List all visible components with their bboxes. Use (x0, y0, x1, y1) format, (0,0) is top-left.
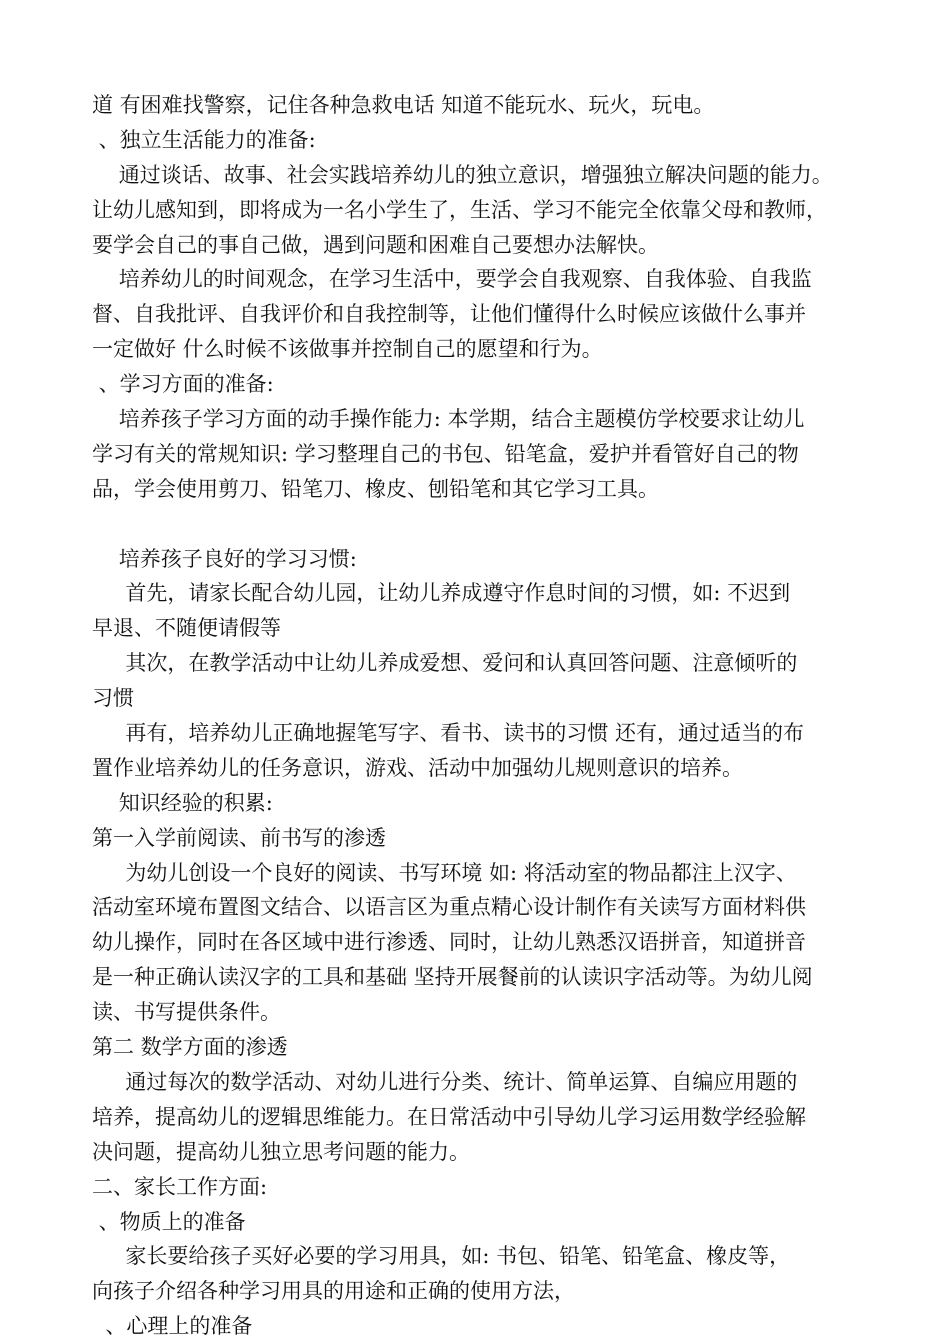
text-line: 首先，请家长配合幼儿园，让幼儿养成遵守作息时间的习惯，如: 不迟到 (92, 581, 791, 606)
text-line: 道 有困难找警察，记住各种急救电话 知道不能玩水、玩火，玩电。 (92, 93, 715, 117)
section-heading: 知识经验的积累: (92, 790, 273, 815)
text-line: 培养，提高幼儿的逻辑思维能力。在日常活动中引导幼儿学习运用数学经验解 (92, 1104, 806, 1129)
section-heading: 、心理上的准备 (92, 1314, 253, 1339)
text-line: 幼儿操作，同时在各区域中进行渗透、同时，让幼儿熟悉汉语拼音，知道拼音 (92, 930, 806, 955)
text-line: 早退、不随便请假等 (92, 616, 281, 641)
text-line: 读、书写提供条件。 (92, 1000, 281, 1025)
text-line: 决问题，提高幼儿独立思考问题的能力。 (92, 1139, 470, 1164)
text-line: 通过每次的数学活动、对幼儿进行分类、统计、简单运算、自编应用题的 (92, 1069, 798, 1094)
text-line: 向孩子介绍各种学习用具的用途和正确的使用方法， (92, 1279, 575, 1304)
text-line: 让幼儿感知到，即将成为一名小学生了，生活、学习不能完全依靠父母和教师， (92, 197, 827, 222)
section-heading: 、学习方面的准备: (92, 372, 274, 397)
text-line: 一定做好 什么时候不该做事并控制自己的愿望和行为。 (92, 337, 603, 362)
section-heading: 、独立生活能力的准备: (92, 127, 316, 152)
blank-line (92, 507, 872, 542)
section-heading: 、物质上的准备 (92, 1209, 246, 1234)
text-line: 置作业培养幼儿的任务意识，游戏、活动中加强幼儿规则意识的培养。 (92, 755, 743, 780)
text-line: 为幼儿创设一个良好的阅读、书写环境 如: 将活动室的物品都注上汉字、 (92, 860, 797, 885)
text-line: 要学会自己的事自己做，遇到问题和困难自己要想办法解快。 (92, 232, 659, 257)
text-line: 是一种正确认读汉字的工具和基础 坚持开展餐前的认读识字活动等。为幼儿阅 (92, 965, 813, 990)
text-line: 通过谈话、故事、社会实践培养幼儿的独立意识，增强独立解决问题的能力。 (92, 162, 833, 187)
text-line: 学习有关的常规知识: 学习整理自己的书包、铅笔盒，爱护并看管好自己的物 (92, 441, 799, 466)
text-line: 培养幼儿的时间观念，在学习生活中，要学会自我观察、自我体验、自我监 (92, 267, 812, 292)
text-line: 其次，在教学活动中让幼儿养成爱想、爱问和认真回答问题、注意倾听的 (92, 651, 798, 676)
section-heading: 培养孩子良好的学习习惯: (92, 546, 357, 571)
text-line: 督、自我批评、自我评价和自我控制等，让他们懂得什么时候应该做什么事并 (92, 302, 806, 327)
text-line: 培养孩子学习方面的动手操作能力: 本学期，结合主题模仿学校要求让幼儿 (92, 407, 805, 432)
text-line: 品，学会使用剪刀、铅笔刀、橡皮、刨铅笔和其它学习工具。 (92, 476, 659, 501)
section-heading: 第二 数学方面的渗透 (92, 1035, 288, 1060)
text-line: 再有，培养幼儿正确地握笔写字、看书、读书的习惯 还有，通过适当的布 (92, 721, 805, 746)
text-line: 习惯 (92, 686, 134, 711)
text-line: 活动室环境布置图文结合、以语言区为重点精心设计制作有关读写方面材料供 (92, 895, 806, 920)
section-heading: 二、家长工作方面: (92, 1174, 268, 1199)
text-line: 家长要给孩子买好必要的学习用具，如: 书包、铅笔、铅笔盒、橡皮等， (92, 1244, 791, 1269)
document-page (92, 88, 872, 1344)
section-heading: 第一入学前阅读、前书写的渗透 (92, 825, 386, 850)
